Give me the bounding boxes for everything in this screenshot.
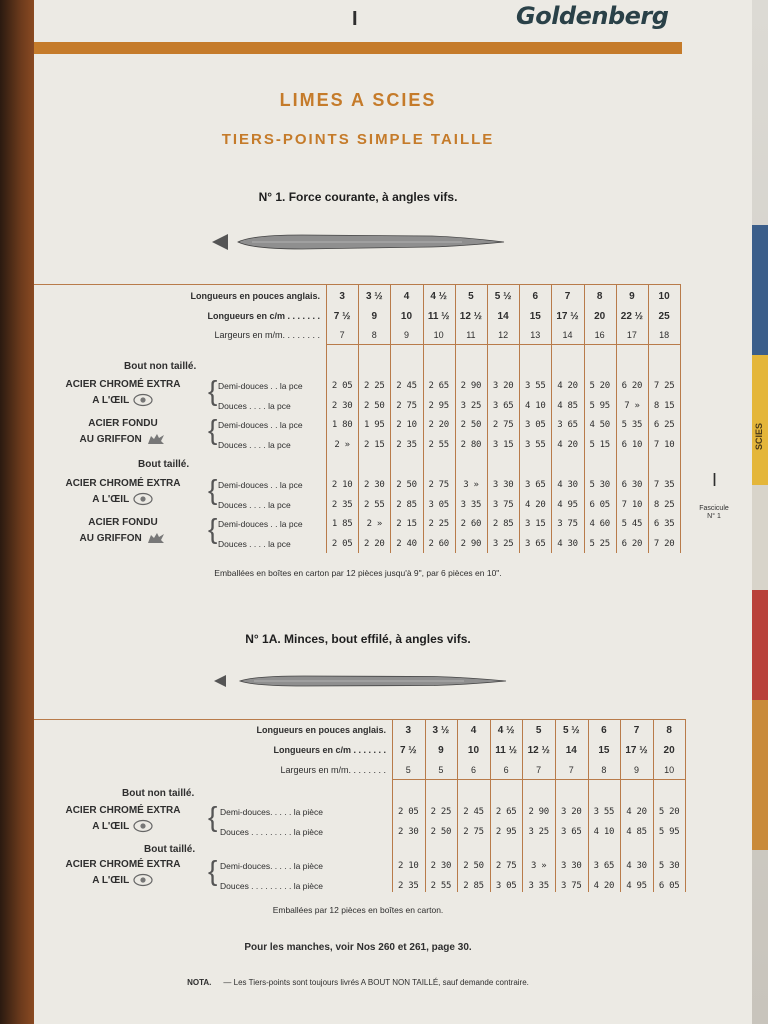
section1-heading: N° 1. Force courante, à angles vifs. — [258, 190, 458, 204]
section1-brace: { — [208, 474, 218, 505]
section2-price-cell: 3 05 — [495, 881, 517, 891]
section2-price-cell: 3 » — [531, 861, 547, 871]
section1-price-cell: 2 25 — [428, 519, 449, 529]
section1-price-cell: 3 05 — [428, 500, 449, 510]
section1-mm-cell: 17 — [626, 330, 637, 340]
section1-inches-cell: 3 — [339, 291, 345, 302]
section1-col-rule — [423, 284, 424, 553]
section2-mm-cell: 10 — [664, 765, 675, 775]
section1-price-cell: 3 20 — [492, 381, 514, 391]
section2-inches-cell: 3 ½ — [432, 725, 450, 736]
section1-price-cell: 7 10 — [653, 440, 675, 450]
section1-price-cell: 2 05 — [331, 539, 353, 549]
section2-price-cell: 2 90 — [528, 807, 549, 817]
section1-price-cell: 4 85 — [557, 401, 578, 411]
section1-cm-cell: 10 — [400, 311, 413, 322]
section1-col-rule — [616, 284, 617, 553]
section1-product-line2-text: AU GRIFFON — [79, 434, 142, 445]
section1-inches-cell: 8 — [596, 291, 603, 302]
section2-price-cell: 3 55 — [593, 807, 615, 817]
griffon-emblem-icon — [145, 531, 167, 545]
section1-price-cell: 4 20 — [525, 500, 546, 510]
section1-price-cell: 5 25 — [589, 539, 610, 549]
section1-price-cell: 2 » — [334, 440, 350, 450]
section1-price-cell: 2 90 — [460, 539, 482, 549]
section1-col-rule — [487, 284, 488, 553]
fascicle-label — [694, 505, 734, 521]
section1-cm-cell: 11 ½ — [427, 311, 450, 322]
section1-price-cell: 2 20 — [428, 420, 449, 430]
section2-inches-cell: 3 — [405, 725, 412, 736]
section1-price-cell: 3 05 — [525, 420, 546, 430]
section1-mm-cell: 9 — [403, 330, 409, 340]
section1-product-line2 — [38, 432, 208, 448]
section2-price-cell: 2 30 — [430, 861, 452, 871]
section1-kind-douces: Douces . . . . la pce — [218, 500, 291, 510]
section1-price-cell: 2 15 — [396, 519, 417, 529]
section1-col-rule — [551, 284, 552, 553]
section1-kind-douces: Douces . . . . la pce — [218, 440, 291, 450]
section1-price-cell: 3 75 — [557, 519, 578, 529]
section2-price-cell: 2 95 — [495, 827, 517, 837]
section2-product-line2 — [38, 819, 208, 835]
section1-price-cell: 2 85 — [492, 519, 514, 529]
section2-price-cell: 2 50 — [430, 827, 452, 837]
section1-price-cell: 2 45 — [396, 381, 417, 391]
section1-cm-cell: 12 ½ — [459, 311, 483, 322]
section1-price-cell: 3 30 — [492, 480, 514, 490]
section2-cm-cell: 14 — [565, 745, 577, 756]
section2-price-cell: 2 55 — [430, 881, 452, 891]
section2-cm-cell: 15 — [598, 745, 610, 756]
section2-header-rule — [392, 779, 685, 780]
section2-col-rule — [685, 719, 686, 892]
section1-packing-note: Emballées en boîtes en carton par 12 pièces jusqu'à 9", par 6 pièces en 10". — [214, 568, 502, 578]
section1-price-cell: 6 25 — [653, 420, 675, 430]
section1-price-cell: 3 55 — [525, 440, 546, 450]
section1-price-cell: 7 » — [624, 401, 640, 411]
section1-product-line2-text: A L'ŒIL — [92, 494, 130, 505]
section1-cm-cell: 14 — [497, 311, 509, 322]
section1-price-cell: 2 85 — [396, 500, 417, 510]
section2-heading: N° 1A. Minces, bout effilé, à angles vifs. — [245, 632, 471, 646]
section1-product-name — [38, 377, 208, 409]
section2-inches-cell: 8 — [666, 725, 672, 736]
section2-product-line1: ACIER CHROMÉ EXTRA — [65, 805, 181, 816]
section1-price-cell: 2 35 — [331, 500, 353, 510]
section2-price-cell: 4 10 — [593, 827, 615, 837]
section1-price-cell: 2 40 — [396, 539, 417, 549]
section1-price-cell: 3 65 — [492, 401, 514, 411]
section1-kind-douces: Douces . . . . la pce — [218, 401, 291, 411]
section1-price-cell: 3 35 — [460, 500, 482, 510]
section1-price-cell: 2 80 — [460, 440, 482, 450]
index-tab-blue[interactable] — [752, 225, 768, 355]
section2-mm-cell: 9 — [633, 765, 639, 775]
section1-price-cell: 2 95 — [428, 401, 449, 411]
section1-price-cell: 2 35 — [396, 440, 417, 450]
section1-inches-cell: 4 — [403, 291, 410, 302]
section1-mm-cell: 14 — [562, 330, 573, 340]
section1-price-cell: 3 » — [463, 480, 479, 490]
section1-mm-cell: 12 — [498, 330, 509, 340]
section2-price-cell: 3 35 — [528, 881, 549, 891]
section1-price-cell: 5 35 — [621, 420, 643, 430]
section1-col-rule — [390, 284, 391, 553]
section1-product-line2 — [38, 393, 208, 409]
section1-price-cell: 2 65 — [428, 381, 449, 391]
section2-price-cell: 4 30 — [626, 861, 647, 871]
section1-price-cell: 6 30 — [621, 480, 643, 490]
section2-price-cell: 2 30 — [398, 827, 419, 837]
section1-mm-cell: 18 — [659, 330, 670, 340]
section1-inches-cell: 5 ½ — [494, 291, 512, 302]
section1-price-cell: 1 95 — [364, 420, 385, 430]
section1-product-line1: ACIER CHROMÉ EXTRA — [65, 478, 181, 489]
section2-inches-cell: 6 — [601, 725, 607, 736]
section2-mm-cell: 6 — [503, 765, 509, 775]
section1-price-cell: 3 65 — [557, 420, 578, 430]
section1-cm-cell: 9 — [371, 311, 378, 322]
section2-price-cell: 2 35 — [398, 881, 419, 891]
section2-price-cell: 2 10 — [398, 861, 419, 871]
section2-mm-cell: 8 — [601, 765, 607, 775]
section1-price-cell: 4 50 — [589, 420, 610, 430]
section1-price-cell: 2 75 — [492, 420, 514, 430]
section2-price-cell: 4 95 — [626, 881, 647, 891]
section1-price-cell: 1 85 — [331, 519, 353, 529]
section1-product-line1: ACIER CHROMÉ EXTRA — [65, 379, 181, 390]
section1-price-cell: 5 30 — [589, 480, 610, 490]
section2-price-cell: 2 75 — [495, 861, 517, 871]
section1-col-rule — [680, 284, 681, 553]
section2-cm-cell: 17 ½ — [625, 745, 648, 756]
section1-kind-douces: Douces . . . . la pce — [218, 539, 291, 549]
section2-kind-demi: Demi-douces. . . . . la pièce — [220, 807, 323, 817]
section1-cm-cell: 15 — [529, 311, 541, 322]
section1-mm-cell: 11 — [466, 330, 476, 340]
section1-kind-demi: Demi-douces . . la pce — [218, 381, 303, 391]
section2-brace: { — [208, 855, 218, 886]
section2-price-cell: 2 65 — [495, 807, 517, 817]
section1-price-cell: 4 60 — [589, 519, 610, 529]
section2-kind-demi: Demi-douces. . . . . la pièce — [220, 861, 323, 871]
section1-price-cell: 2 60 — [428, 539, 449, 549]
fascicle-label-line1: Fascicule — [699, 505, 729, 512]
section2-label-mm: Largeurs en m/m. . . . . . . . — [280, 765, 386, 775]
section1-price-cell: 3 15 — [492, 440, 514, 450]
section2-price-cell: 2 05 — [398, 807, 419, 817]
section2-price-cell: 2 75 — [463, 827, 484, 837]
brand-logo: Goldenberg — [516, 2, 669, 30]
section2-cm-cell: 7 ½ — [399, 745, 417, 756]
section2-mm-cell: 6 — [470, 765, 476, 775]
section1-price-cell: 4 20 — [557, 440, 578, 450]
section1-label-inches: Longueurs en pouces anglais. — [190, 291, 320, 301]
section1-cm-cell: 7 ½ — [333, 311, 351, 322]
section2-price-cell: 4 85 — [626, 827, 647, 837]
section2-cm-cell: 9 — [438, 745, 444, 756]
section1-price-cell: 3 15 — [525, 519, 546, 529]
section2-product-name — [38, 803, 208, 835]
section1-price-cell: 4 30 — [557, 480, 578, 490]
section2-product-name — [38, 857, 208, 889]
section1-col-rule — [584, 284, 585, 553]
section1-price-cell: 7 10 — [621, 500, 643, 510]
section2-inches-cell: 7 — [633, 725, 640, 736]
section2-price-cell: 3 75 — [561, 881, 582, 891]
section1-price-cell: 7 25 — [653, 381, 675, 391]
section2-mm-cell: 5 — [405, 765, 411, 775]
section2-price-cell: 2 45 — [463, 807, 484, 817]
section1-price-cell: 5 45 — [621, 519, 643, 529]
section1-price-cell: 6 20 — [621, 539, 643, 549]
section1-product-line2-text: AU GRIFFON — [79, 533, 142, 544]
section1-price-cell: 3 65 — [525, 480, 546, 490]
section1-col-rule — [358, 284, 359, 553]
section1-price-cell: 2 30 — [364, 480, 385, 490]
section1-inches-cell: 10 — [658, 291, 670, 302]
section1-price-cell: 2 75 — [396, 401, 417, 411]
section1-price-cell: 7 35 — [653, 480, 675, 490]
section1-col-rule — [519, 284, 520, 553]
section1-price-cell: 5 95 — [589, 401, 610, 411]
section2-inches-cell: 4 ½ — [497, 725, 515, 736]
eye-emblem-icon — [132, 873, 154, 887]
index-tab-red[interactable] — [752, 590, 768, 700]
section1-price-cell: 7 20 — [653, 539, 675, 549]
section1-price-cell: 8 15 — [653, 401, 675, 411]
section1-price-cell: 4 10 — [525, 401, 546, 411]
section1-brace: { — [208, 513, 218, 544]
section2-cm-cell: 10 — [467, 745, 480, 756]
section1-mm-cell: 16 — [594, 330, 605, 340]
section1-price-cell: 3 25 — [492, 539, 514, 549]
section2-mm-cell: 7 — [536, 765, 542, 775]
section1-price-cell: 1 80 — [331, 420, 353, 430]
section1-col-rule — [455, 284, 456, 553]
page-number: I — [352, 8, 358, 30]
section2-group-title: Bout taillé. — [144, 844, 196, 855]
page-title: LIMES A SCIES — [279, 90, 437, 110]
section1-price-cell: 3 55 — [525, 381, 546, 391]
section1-price-cell: 2 10 — [331, 480, 353, 490]
catalog-page — [34, 0, 752, 1024]
section1-product-name — [38, 515, 208, 547]
section1-cm-cell: 25 — [658, 311, 670, 322]
section1-price-cell: 2 25 — [364, 381, 385, 391]
section1-price-cell: 2 20 — [364, 539, 385, 549]
section2-inches-cell: 5 — [535, 725, 542, 736]
section2-cm-cell: 12 ½ — [527, 745, 550, 756]
section2-price-cell: 3 30 — [561, 861, 582, 871]
section2-kind-douces: Douces . . . . . . . . . la pièce — [220, 881, 323, 891]
section1-price-cell: 2 55 — [364, 500, 385, 510]
nota-text: — Les Tiers-points sont toujours livrés A BOUT NON TAILLÉ, sauf demande contraire. — [223, 978, 529, 987]
section1-price-cell: 3 75 — [492, 500, 514, 510]
section1-price-cell: 6 35 — [653, 519, 675, 529]
section2-mm-cell: 5 — [438, 765, 444, 775]
section1-mm-cell: 10 — [433, 330, 444, 340]
section1-group-title: Bout non taillé. — [124, 361, 197, 372]
section2-price-cell: 3 20 — [561, 807, 582, 817]
section1-price-cell: 4 30 — [557, 539, 578, 549]
section2-label-cm: Longueurs en c/m . . . . . . . — [273, 745, 386, 755]
section1-price-cell: 2 15 — [364, 440, 385, 450]
section2-price-cell: 3 25 — [528, 827, 549, 837]
section1-price-cell: 8 25 — [653, 500, 675, 510]
section1-price-cell: 6 05 — [589, 500, 610, 510]
section1-price-cell: 2 30 — [331, 401, 353, 411]
section2-packing-note: Emballées par 12 pièces en boîtes en carton. — [272, 905, 444, 915]
section1-price-cell: 2 50 — [396, 480, 417, 490]
section1-product-line2 — [38, 531, 208, 547]
section1-price-cell: 5 20 — [589, 381, 610, 391]
section1-price-cell: 2 50 — [364, 401, 385, 411]
griffon-emblem-icon — [145, 432, 167, 446]
section1-price-cell: 3 65 — [525, 539, 546, 549]
nota-label: NOTA. — [187, 978, 212, 987]
section1-price-cell: 4 95 — [557, 500, 578, 510]
section1-inches-cell: 3 ½ — [365, 291, 383, 302]
file-illustration-1 — [212, 230, 508, 254]
section2-price-cell: 6 05 — [658, 881, 680, 891]
section1-price-cell: 2 05 — [331, 381, 353, 391]
section2-product-line1: ACIER CHROMÉ EXTRA — [65, 859, 181, 870]
section2-product-line2-text: A L'ŒIL — [92, 875, 130, 886]
section1-col-rule — [326, 284, 327, 553]
eye-emblem-icon — [132, 492, 154, 506]
section2-price-cell: 2 25 — [430, 807, 452, 817]
section1-mm-cell: 13 — [530, 330, 541, 340]
section1-product-line2 — [38, 492, 208, 508]
section1-kind-demi: Demi-douces . . la pce — [218, 519, 303, 529]
section2-product-line2-text: A L'ŒIL — [92, 821, 130, 832]
section1-header-rule — [326, 344, 680, 345]
section1-inches-cell: 4 ½ — [430, 291, 448, 302]
header-rule — [34, 42, 682, 54]
section1-price-cell: 6 10 — [621, 440, 643, 450]
section2-price-cell: 5 20 — [658, 807, 680, 817]
section2-price-cell: 4 20 — [593, 881, 615, 891]
section1-price-cell: 2 » — [366, 519, 382, 529]
section1-product-name — [38, 416, 208, 448]
book-spine — [0, 0, 34, 1024]
section2-kind-douces: Douces . . . . . . . . . la pièce — [220, 827, 323, 837]
section1-kind-demi: Demi-douces . . la pce — [218, 420, 303, 430]
section1-label-cm: Longueurs en c/m . . . . . . . — [207, 311, 320, 321]
eye-emblem-icon — [132, 393, 154, 407]
section1-price-cell: 2 10 — [396, 420, 417, 430]
section1-cm-cell: 20 — [594, 311, 606, 322]
section2-price-cell: 2 85 — [463, 881, 484, 891]
section2-label-inches: Longueurs en pouces anglais. — [256, 725, 386, 735]
section1-kind-demi: Demi-douces . . la pce — [218, 480, 303, 490]
section1-group-title: Bout taillé. — [138, 459, 190, 470]
section1-brace: { — [208, 375, 218, 406]
section1-price-cell: 5 15 — [589, 440, 610, 450]
section1-brace: { — [208, 414, 218, 445]
section2-inches-cell: 5 ½ — [562, 725, 580, 736]
section1-price-cell: 2 50 — [460, 420, 482, 430]
section1-price-cell: 4 20 — [557, 381, 578, 391]
section1-price-cell: 2 90 — [460, 381, 482, 391]
section1-price-cell: 6 20 — [621, 381, 643, 391]
section1-inches-cell: 9 — [629, 291, 635, 302]
section1-cm-cell: 17 ½ — [556, 311, 579, 322]
section1-inches-cell: 5 — [468, 291, 474, 302]
section1-product-line2-text: A L'ŒIL — [92, 395, 130, 406]
section1-product-line1: ACIER FONDU — [88, 418, 158, 429]
section2-brace: { — [208, 801, 218, 832]
section1-inches-cell: 7 — [564, 291, 571, 302]
page-subtitle: TIERS-POINTS SIMPLE TAILLE — [221, 131, 495, 148]
eye-emblem-icon — [132, 819, 154, 833]
section2-cm-cell: 20 — [663, 745, 675, 756]
index-tab-grey[interactable] — [752, 485, 768, 590]
section1-price-cell: 3 25 — [460, 401, 482, 411]
section2-inches-cell: 4 — [470, 725, 477, 736]
section1-col-rule — [648, 284, 649, 553]
section1-cm-cell: 22 ½ — [620, 311, 644, 322]
section1-price-cell: 2 75 — [428, 480, 449, 490]
section1-price-cell: 2 60 — [460, 519, 482, 529]
nota-line — [34, 978, 682, 987]
section2-group-title: Bout non taillé. — [122, 788, 195, 799]
section1-mm-cell: 7 — [339, 330, 345, 340]
section2-product-line2 — [38, 873, 208, 889]
section2-mm-cell: 7 — [568, 765, 574, 775]
fascicle-label-line2: N° 1 — [707, 513, 721, 520]
section2-price-cell: 2 50 — [463, 861, 484, 871]
section1-inches-cell: 6 — [532, 291, 539, 302]
handles-reference: Pour les manches, voir Nos 260 et 261, page 30. — [244, 942, 472, 953]
section2-price-cell: 4 20 — [626, 807, 647, 817]
index-tab-orange[interactable] — [752, 700, 768, 850]
section2-cm-cell: 11 ½ — [495, 745, 517, 756]
fascicle-number: I — [712, 470, 718, 490]
section2-price-cell: 5 95 — [658, 827, 680, 837]
section1-label-mm: Largeurs en m/m. . . . . . . . — [214, 330, 320, 340]
section2-price-cell: 3 65 — [561, 827, 582, 837]
section1-mm-cell: 8 — [371, 330, 377, 340]
section1-product-line1: ACIER FONDU — [88, 517, 158, 528]
section2-price-cell: 3 65 — [593, 861, 615, 871]
section1-price-cell: 2 55 — [428, 440, 449, 450]
file-illustration-2 — [214, 671, 510, 691]
section1-product-name — [38, 476, 208, 508]
tab-label-scies: SCIES — [754, 422, 764, 450]
section2-price-cell: 5 30 — [658, 861, 680, 871]
